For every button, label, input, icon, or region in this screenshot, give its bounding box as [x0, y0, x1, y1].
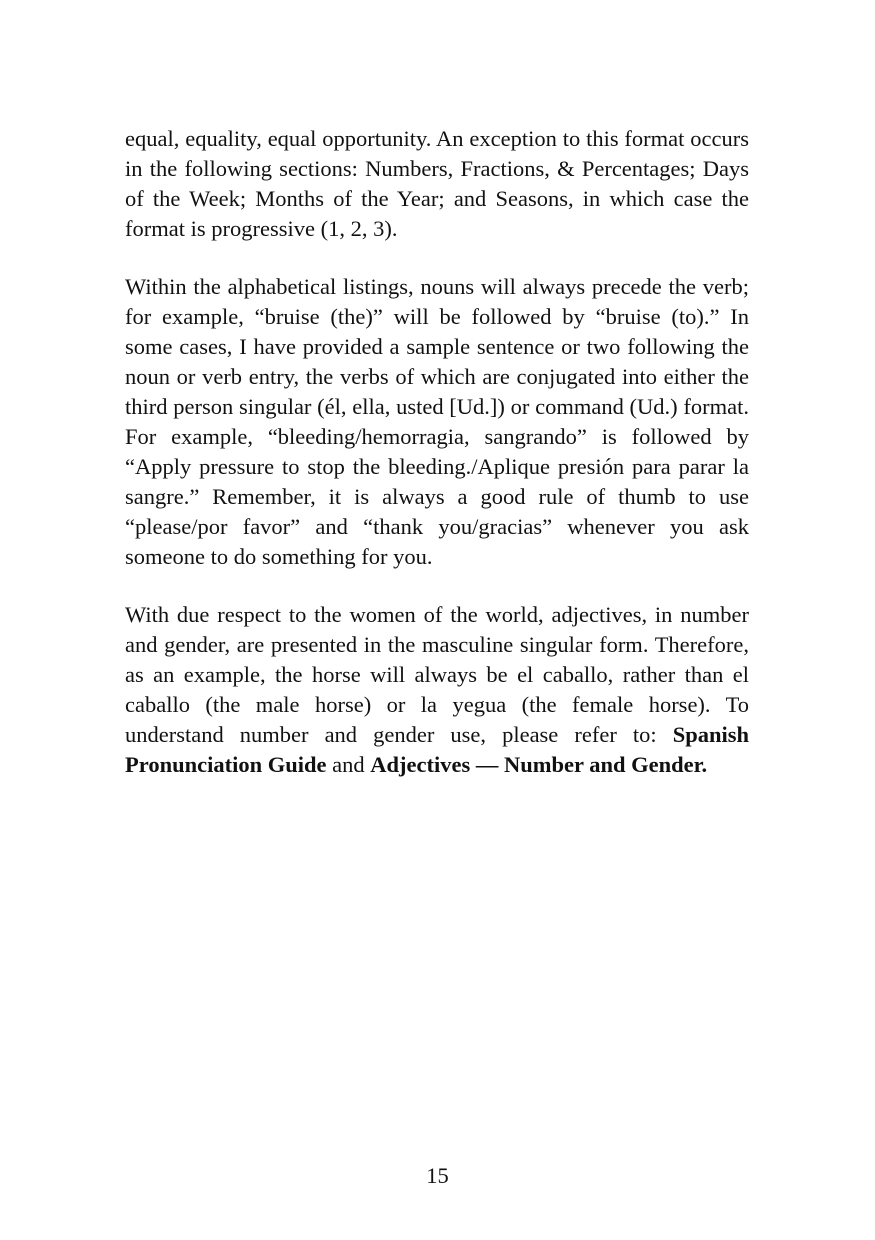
page-body: [125, 124, 749, 808]
page-number: 15: [426, 1163, 449, 1188]
conjunction-and: and: [326, 752, 371, 777]
paragraph-number-gender: [125, 600, 749, 780]
reference-adjectives-number-gender: Adjectives — Number and Gender.: [370, 752, 708, 777]
paragraph-number-gender-text: With due respect to the women of the world, adjectives, in number and gender, are presented in the masculine singular form. Therefore, as an example, the horse will always be el caballo, rather than el caballo (the male horse) or la yegua (the female horse). To understand number and gender use, please refer to:: [125, 602, 749, 747]
paragraph-format-exception: equal, equality, equal opportunity. An exception to this format occurs in the following sections: Numbers, Fractions, & Percentages; Days of the Week; Months of the Year; and Seasons, in which case the format is progressive (1, 2, 3).: [125, 126, 749, 241]
paragraph-alphabetical-listings: Within the alphabetical listings, nouns will always precede the verb; for example, “bruise (the)” will be followed by “bruise (to).” In some cases, I have provided a sample sentence or two following the noun or verb entry, the verbs of which are conjugated into either the third person singular (él, ella, usted [Ud.]) or command (Ud.) format. For example, “bleeding/hemorragia, sangrando” is followed by “Apply pressure to stop the bleeding./Aplique presión para parar la sangre.” Remember, it is always a good rule of thumb to use “please/por favor” and “thank you/gracias” whenever you ask someone to do something for you.: [125, 274, 749, 569]
reference-pronunciation-guide: Spanish Pronunciation Guide: [125, 722, 749, 777]
